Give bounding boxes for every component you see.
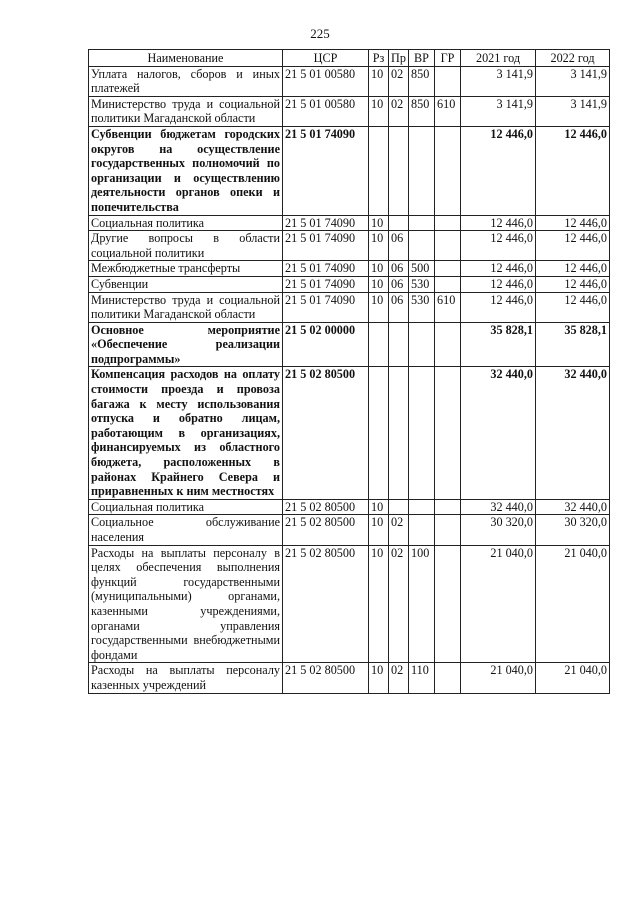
- cell-csr: 21 5 01 74090: [283, 276, 369, 292]
- cell-2022: 30 320,0: [536, 515, 610, 545]
- cell-pr: 06: [389, 261, 409, 277]
- header-2021: 2021 год: [461, 50, 536, 67]
- cell-gr: [435, 261, 461, 277]
- cell-2021: 12 446,0: [461, 261, 536, 277]
- table-row: [89, 367, 610, 499]
- cell-vr: [409, 231, 435, 261]
- cell-gr: 610: [435, 292, 461, 322]
- cell-csr: 21 5 01 74090: [283, 215, 369, 231]
- cell-csr: 21 5 01 74090: [283, 126, 369, 215]
- cell-csr: 21 5 01 00580: [283, 96, 369, 126]
- cell-name: Расходы на выплаты персоналу в целях обеспечения выполнения функций государственными (муниципальными) органами, казенными учреждениями, органами управления государственными внебюджетными фондами: [89, 545, 283, 663]
- cell-csr: 21 5 02 80500: [283, 663, 369, 693]
- cell-pr: [389, 499, 409, 515]
- cell-name: Субвенции бюджетам городских округов на осуществление государственных полномочий по организации и осуществлению деятельности органов опеки и попечительства: [89, 126, 283, 215]
- cell-csr: 21 5 01 74090: [283, 231, 369, 261]
- table-row: [89, 261, 610, 277]
- table-row: [89, 126, 610, 215]
- cell-2021: 3 141,9: [461, 96, 536, 126]
- cell-2022: 3 141,9: [536, 96, 610, 126]
- table-row: [89, 545, 610, 663]
- header-2022: 2022 год: [536, 50, 610, 67]
- cell-2021: 12 446,0: [461, 126, 536, 215]
- cell-vr: [409, 126, 435, 215]
- cell-name: Социальное обслуживание населения: [89, 515, 283, 545]
- cell-name: Основное мероприятие «Обеспечение реализации подпрограммы»: [89, 322, 283, 367]
- cell-rz: 10: [369, 231, 389, 261]
- cell-vr: 850: [409, 66, 435, 96]
- cell-name: Расходы на выплаты персоналу казенных учреждений: [89, 663, 283, 693]
- cell-2021: 32 440,0: [461, 499, 536, 515]
- cell-gr: [435, 322, 461, 367]
- cell-2021: 32 440,0: [461, 367, 536, 499]
- cell-2021: 12 446,0: [461, 292, 536, 322]
- cell-rz: [369, 367, 389, 499]
- table-row: [89, 66, 610, 96]
- cell-gr: [435, 215, 461, 231]
- cell-rz: 10: [369, 545, 389, 663]
- cell-pr: [389, 215, 409, 231]
- cell-pr: 02: [389, 545, 409, 663]
- table-header-row: [89, 50, 610, 67]
- cell-pr: [389, 367, 409, 499]
- cell-2022: 32 440,0: [536, 499, 610, 515]
- cell-gr: [435, 66, 461, 96]
- cell-rz: 10: [369, 96, 389, 126]
- cell-2021: 21 040,0: [461, 545, 536, 663]
- cell-vr: [409, 322, 435, 367]
- cell-2021: 12 446,0: [461, 276, 536, 292]
- cell-csr: 21 5 02 80500: [283, 367, 369, 499]
- cell-name: Министерство труда и социальной политики Магаданской области: [89, 292, 283, 322]
- cell-csr: 21 5 01 74090: [283, 261, 369, 277]
- cell-pr: 02: [389, 66, 409, 96]
- budget-table: [88, 49, 610, 694]
- cell-csr: 21 5 02 00000: [283, 322, 369, 367]
- cell-rz: 10: [369, 499, 389, 515]
- cell-2021: 35 828,1: [461, 322, 536, 367]
- cell-vr: 530: [409, 276, 435, 292]
- cell-pr: 06: [389, 292, 409, 322]
- cell-vr: 500: [409, 261, 435, 277]
- cell-gr: 610: [435, 96, 461, 126]
- cell-vr: 850: [409, 96, 435, 126]
- cell-pr: 02: [389, 96, 409, 126]
- cell-2022: 21 040,0: [536, 545, 610, 663]
- cell-vr: [409, 499, 435, 515]
- cell-rz: 10: [369, 663, 389, 693]
- table-row: [89, 96, 610, 126]
- cell-gr: [435, 663, 461, 693]
- cell-vr: 530: [409, 292, 435, 322]
- cell-vr: [409, 515, 435, 545]
- cell-name: Межбюджетные трансферты: [89, 261, 283, 277]
- table-row: [89, 322, 610, 367]
- cell-csr: 21 5 01 74090: [283, 292, 369, 322]
- cell-csr: 21 5 02 80500: [283, 545, 369, 663]
- cell-pr: 06: [389, 276, 409, 292]
- table-row: [89, 499, 610, 515]
- cell-2022: 32 440,0: [536, 367, 610, 499]
- cell-gr: [435, 367, 461, 499]
- cell-2022: 12 446,0: [536, 292, 610, 322]
- page-number: 225: [310, 26, 330, 41]
- cell-name: Другие вопросы в области социальной политики: [89, 231, 283, 261]
- table-row: [89, 231, 610, 261]
- cell-rz: [369, 126, 389, 215]
- table-row: [89, 515, 610, 545]
- cell-rz: [369, 322, 389, 367]
- table-row: [89, 215, 610, 231]
- cell-2022: 12 446,0: [536, 261, 610, 277]
- cell-name: Субвенции: [89, 276, 283, 292]
- cell-gr: [435, 231, 461, 261]
- header-pr: Пр: [389, 50, 409, 67]
- cell-2022: 35 828,1: [536, 322, 610, 367]
- cell-pr: 06: [389, 231, 409, 261]
- header-gr: ГР: [435, 50, 461, 67]
- cell-rz: 10: [369, 215, 389, 231]
- cell-vr: 110: [409, 663, 435, 693]
- table-body: [89, 66, 610, 693]
- cell-2021: 21 040,0: [461, 663, 536, 693]
- header-name: Наименование: [89, 50, 283, 67]
- cell-rz: 10: [369, 292, 389, 322]
- header-rz: Рз: [369, 50, 389, 67]
- cell-pr: [389, 126, 409, 215]
- cell-name: Социальная политика: [89, 215, 283, 231]
- table-row: [89, 663, 610, 693]
- cell-pr: 02: [389, 663, 409, 693]
- cell-gr: [435, 515, 461, 545]
- cell-vr: 100: [409, 545, 435, 663]
- cell-name: Уплата налогов, сборов и иных платежей: [89, 66, 283, 96]
- cell-name: Социальная политика: [89, 499, 283, 515]
- cell-2021: 12 446,0: [461, 231, 536, 261]
- header-vr: ВР: [409, 50, 435, 67]
- cell-2021: 30 320,0: [461, 515, 536, 545]
- cell-2021: 12 446,0: [461, 215, 536, 231]
- cell-vr: [409, 367, 435, 499]
- cell-2022: 21 040,0: [536, 663, 610, 693]
- header-csr: ЦСР: [283, 50, 369, 67]
- cell-pr: 02: [389, 515, 409, 545]
- cell-csr: 21 5 02 80500: [283, 515, 369, 545]
- cell-rz: 10: [369, 515, 389, 545]
- cell-2022: 12 446,0: [536, 215, 610, 231]
- cell-2022: 12 446,0: [536, 231, 610, 261]
- cell-pr: [389, 322, 409, 367]
- cell-gr: [435, 499, 461, 515]
- cell-2022: 12 446,0: [536, 276, 610, 292]
- cell-2022: 3 141,9: [536, 66, 610, 96]
- cell-rz: 10: [369, 66, 389, 96]
- cell-gr: [435, 276, 461, 292]
- table-row: [89, 292, 610, 322]
- cell-vr: [409, 215, 435, 231]
- cell-name: Компенсация расходов на оплату стоимости проезда и провоза багажа к месту использования отпуска и обратно лицам, работающим в организациях, финансируемых из областного бюджета, расположенных в районах Крайнего Севера и приравненных к ним местностях: [89, 367, 283, 499]
- cell-csr: 21 5 02 80500: [283, 499, 369, 515]
- cell-2022: 12 446,0: [536, 126, 610, 215]
- cell-2021: 3 141,9: [461, 66, 536, 96]
- cell-csr: 21 5 01 00580: [283, 66, 369, 96]
- cell-name: Министерство труда и социальной политики Магаданской области: [89, 96, 283, 126]
- cell-gr: [435, 126, 461, 215]
- cell-rz: 10: [369, 276, 389, 292]
- table-row: [89, 276, 610, 292]
- cell-rz: 10: [369, 261, 389, 277]
- cell-gr: [435, 545, 461, 663]
